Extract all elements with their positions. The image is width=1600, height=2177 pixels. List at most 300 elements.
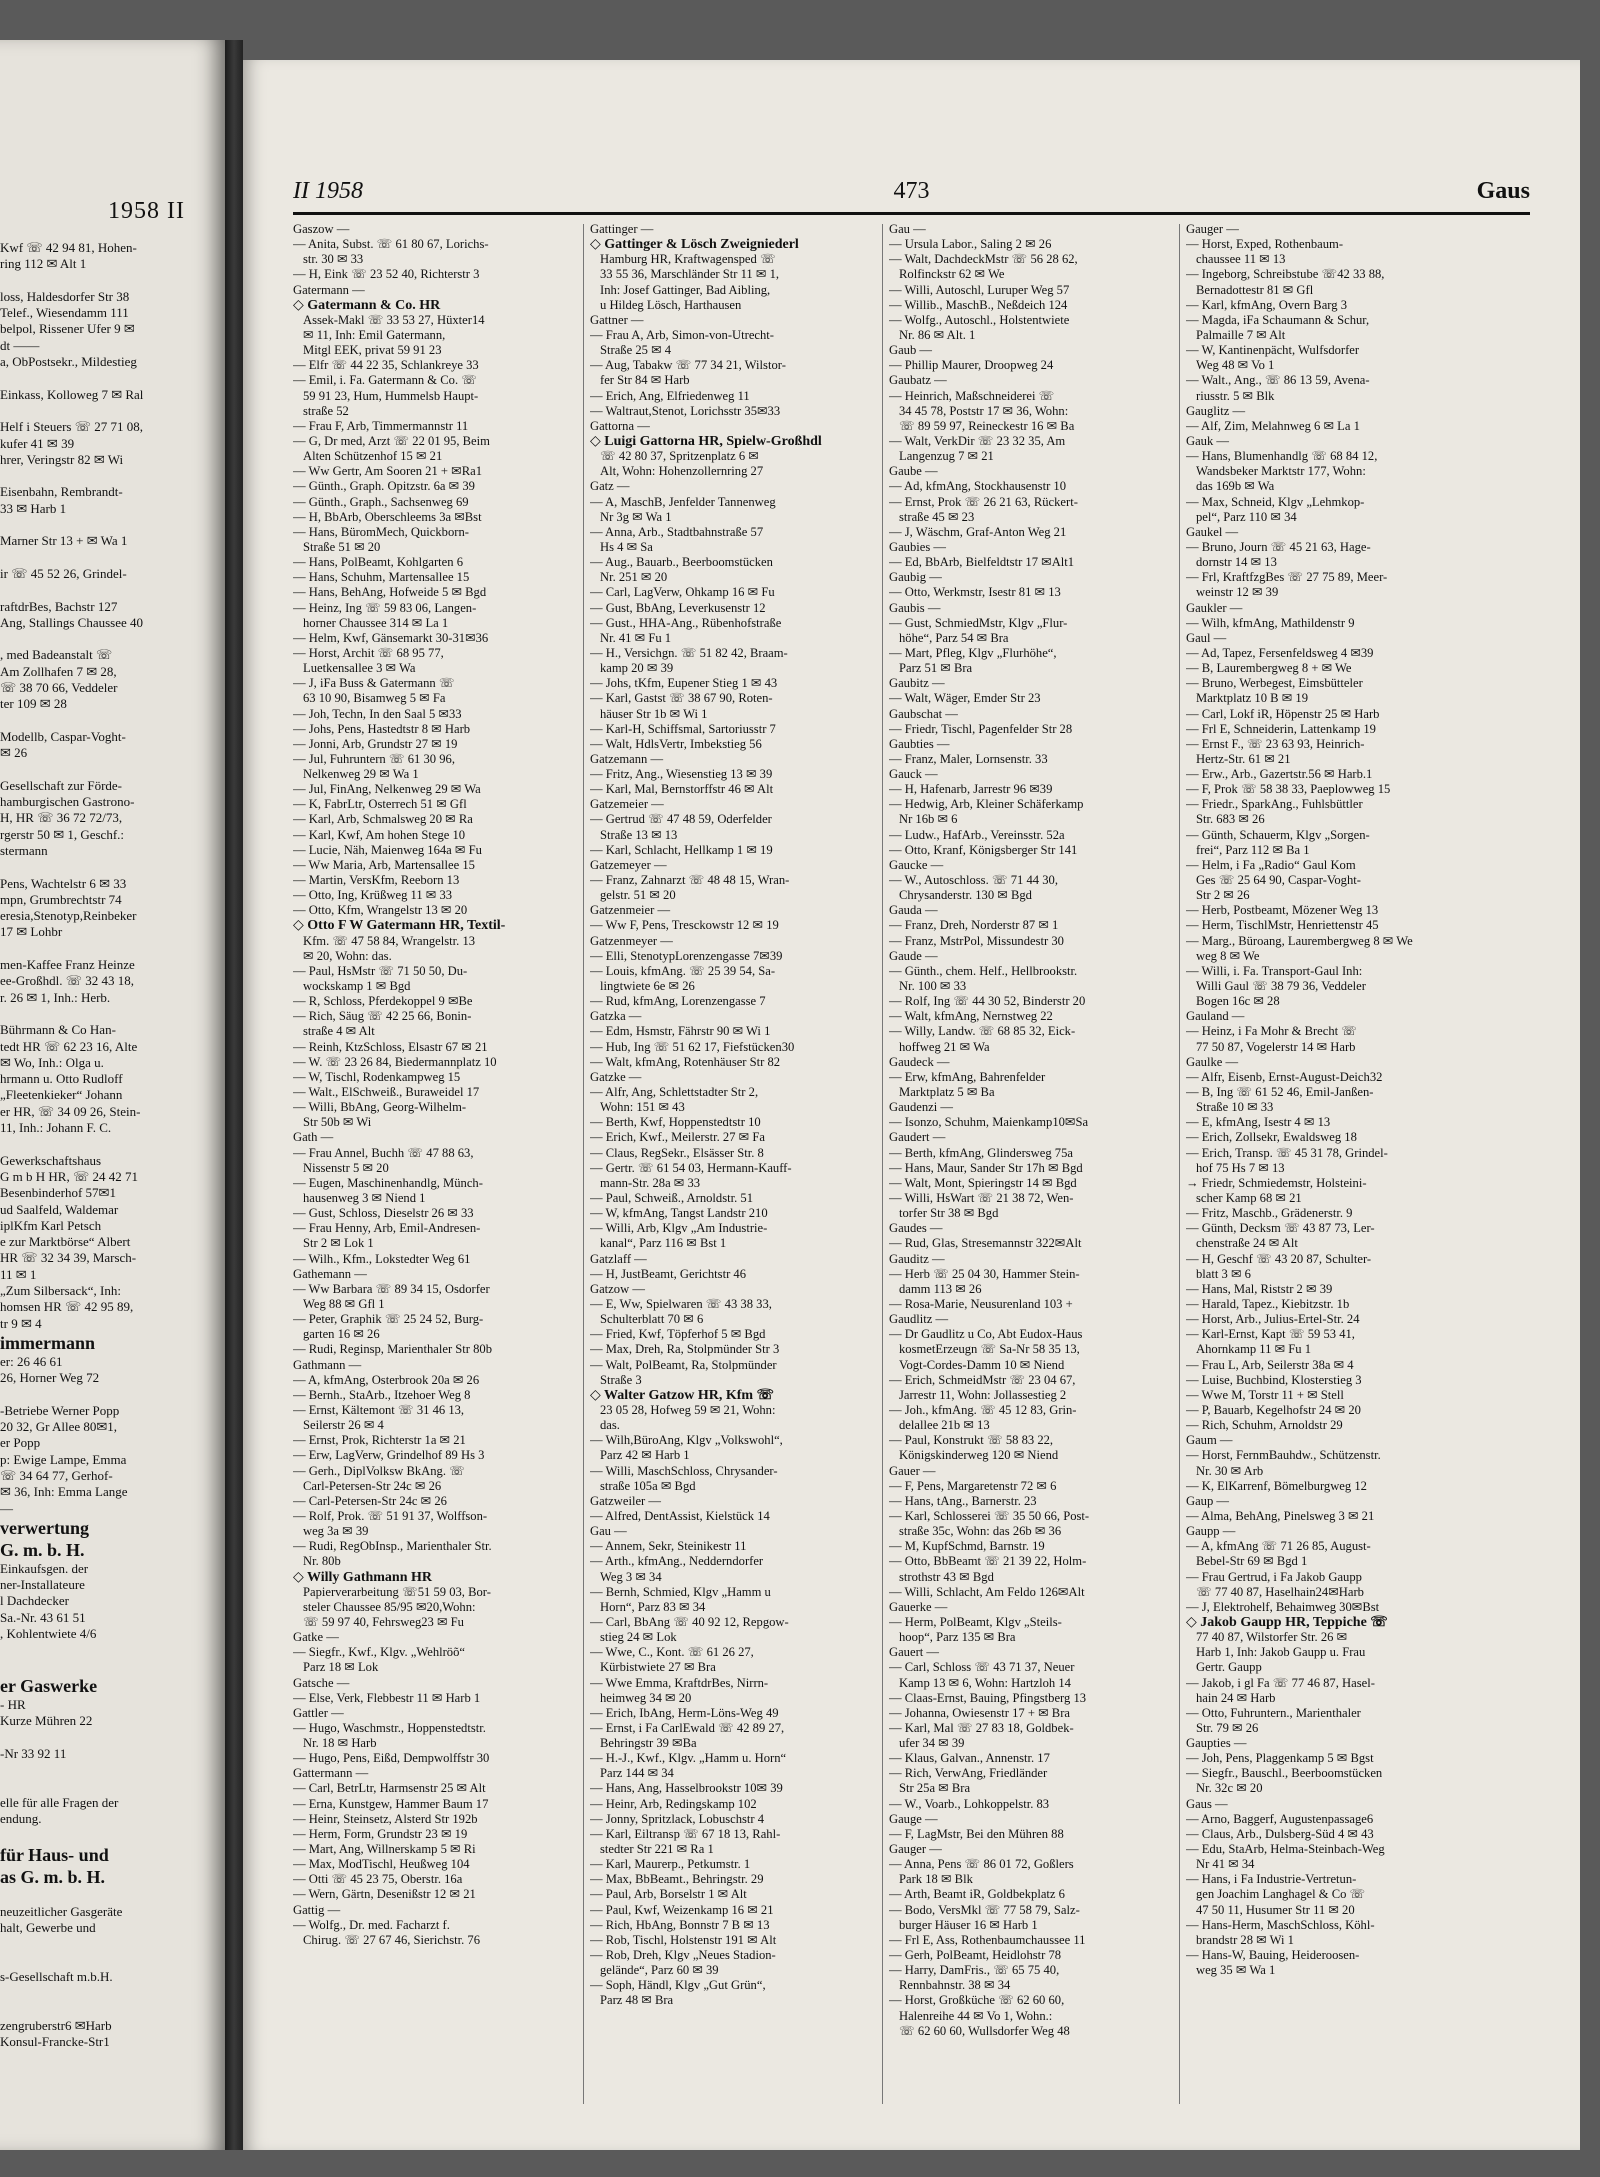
directory-entry-line: — Ernst F., ☏ 23 63 93, Heinrich- [1186,736,1365,751]
directory-entry-line: — Franz, Maler, Lornsenstr. 33 [889,751,1048,766]
directory-entry-line: — Eugen, Maschinenhandlg, Münch- [293,1175,483,1190]
directory-entry-line: — Paul, Kwf, Weizenkamp 16 ✉ 21 [590,1902,774,1917]
left-page-text [0,240,210,2051]
directory-entry-line: — Walt, HdlsVertr, Imbekstieg 56 [590,736,762,751]
left-page-line [0,713,210,729]
directory-entry-line: — P, Bauarb, Kegelhofstr 24 ✉ 20 [1186,1402,1361,1417]
directory-entry-line: Marktplatz 10 B ✉ 19 [1196,691,1308,706]
left-page-line: ✉ Wo, Inh.: Olga u. [0,1054,104,1070]
directory-entry-line: — Rudi, Reginsp, Marienthaler Str 80b [293,1342,493,1357]
directory-entry-line: Straße 3 [600,1372,642,1387]
directory-entry-line: — Friedr, Tischl, Pagenfelder Str 28 [889,721,1073,736]
left-page-line: ☏ 34 64 77, Gerhof- [0,1467,113,1483]
left-page-line [0,273,210,289]
left-page-line [0,517,210,533]
directory-entry-line: — Ww F, Pens, Tresckowstr 12 ✉ 19 [590,918,779,933]
directory-entry-line: — H., Versichgn. ☏ 51 82 42, Braam- [590,645,788,660]
directory-entry-line: — Franz, MstrPol, Missundestr 30 [889,933,1064,948]
directory-entry-line: ☏ 59 97 40, Fehrsweg23 ✉ Fu [303,1614,464,1629]
directory-entry-line: — Johs, tKfm, Eupener Stieg 1 ✉ 43 [590,676,778,691]
directory-entry-line: — Bruno, Journ ☏ 45 21 63, Hage- [1186,539,1371,554]
directory-entry-line: — Herm, PolBeamt, Klgv „Steils- [889,1614,1062,1629]
directory-entry-line: — Hugo, Waschmstr., Hoppenstedtstr. [293,1720,486,1735]
left-page-line: Modellb, Caspar-Voght- [0,728,126,744]
directory-entry-line: Gatzemann — [590,751,664,766]
directory-entry-line: — Paul, Schweiß., Arnoldstr. 51 [590,1191,754,1205]
directory-entry-line: — Erw., Arb., Gazertstr.56 ✉ Harb.1 [1186,767,1373,782]
directory-entry-line: wockskamp 1 ✉ Bgd [303,979,411,994]
directory-entry-line: — Erw, LagVerw, Grindelhof 89 Hs 3 [293,1448,485,1463]
directory-entry-line: — A, MaschB, Jenfelder Tannenweg [590,494,776,509]
directory-entry-line: — Bernh., StaArb., Itzehoer Weg 8 [293,1387,471,1402]
left-page-line [0,1730,210,1746]
directory-entry-line: — Karl-H, Schiffsmal, Sartoriusstr 7 [590,721,776,736]
directory-entry-line: — Max, Dreh, Ra, Stolpmünder Str 3 [590,1342,780,1357]
directory-entry-line: Gaubies — [889,539,947,554]
left-page-line: elle für alle Fragen der [0,1794,119,1810]
left-page-line: Einkass, Kolloweg 7 ✉ Ral [0,386,144,402]
directory-entry-line: Parz 48 ✉ Bra [600,1993,674,2008]
directory-entry-line: — Edm, Hsmstr, Fährstr 90 ✉ Wi 1 [590,1024,771,1039]
directory-entry-line: — Rud, Glas, Stresemannstr 322✉Alt [889,1236,1082,1251]
directory-entry-line: weg 35 ✉ Wa 1 [1196,1963,1276,1978]
directory-entry-line: Gattermann — [293,1766,369,1781]
directory-entry-line: — Klaus, Galvan., Annenstr. 17 [889,1751,1050,1766]
left-page-line: Konsul-Francke-Str1 [0,2034,110,2050]
directory-entry-line: — Hans, Schuhm, Martensallee 15 [293,570,470,585]
directory-entry-line: — Karl, kfmAng, Overn Barg 3 [1186,297,1348,312]
directory-column-1 [293,222,577,2112]
directory-entry-line: — H, Geschf ☏ 43 20 87, Schulter- [1186,1251,1372,1266]
directory-entry-line: ◇ Otto F W Gatermann HR, Textil- [293,918,506,934]
directory-entry-line: — Anna, Pens ☏ 86 01 72, Goßlers [889,1857,1074,1872]
directory-entry-line: — Rolf, Ing ☏ 44 30 52, Binderstr 20 [889,994,1086,1009]
directory-entry-line: Nr. 18 ✉ Harb [303,1736,377,1751]
directory-entry-line: — Ww Maria, Arb, Martensallee 15 [293,857,475,872]
left-page-line [0,403,210,419]
directory-entry-line: — W, Kantinenpächt, Wulfsdorfer [1186,343,1360,358]
directory-entry-line: — Otto, BbBeamt ☏ 21 39 22, Holm- [889,1554,1087,1569]
directory-entry-line: Nr. 251 ✉ 20 [600,570,668,585]
left-page-line: 26, Horner Weg 72 [0,1370,100,1386]
directory-entry-line: — Harald, Tapez., Kiebitzstr. 1b [1186,1296,1350,1311]
directory-entry-line: — Walt., Ang., ☏ 86 13 59, Avena- [1186,373,1370,388]
directory-entry-line: — Gust, BbAng, Leverkusenstr 12 [590,600,766,615]
directory-entry-line: Horn“, Parz 83 ✉ 34 [600,1599,706,1614]
directory-entry-line: straße 52 [303,403,349,418]
left-page-line: , Kohlentwiete 4/6 [0,1626,97,1642]
directory-entry-line: brandstr 28 ✉ Wi 1 [1196,1932,1294,1947]
directory-entry-line: Gauert — [889,1645,940,1660]
directory-entry-line: hausenweg 3 ✉ Niend 1 [303,1191,426,1205]
directory-entry-line: Gaszow — [293,222,350,236]
left-page-line [0,1778,210,1794]
directory-entry-line: kamp 20 ✉ 39 [600,661,674,676]
directory-entry-line: — Erich, SchmeidMstr ☏ 23 04 67, [889,1372,1076,1387]
left-page-line: -Betriebe Werner Popp [0,1402,120,1418]
directory-entry-line: Nr. 32c ✉ 20 [1196,1781,1263,1796]
directory-entry-line: — Gust, SchmiedMstr, Klgv „Flur- [889,615,1068,630]
directory-entry-line: ◇ Gattinger & Lösch Zweigniederl [590,237,799,253]
directory-entry-line: Gaupp — [1186,1524,1236,1539]
directory-entry-line: Vogt-Cordes-Damm 10 ✉ Niend [899,1357,1065,1372]
left-page-line: - HR [0,1696,26,1712]
left-page-line: 11 ✉ 1 [0,1266,37,1282]
directory-entry-line: u Hildeg Lösch, Harthausen [600,297,742,312]
directory-entry-line: — Karl, Schlosserei ☏ 35 50 66, Post- [889,1508,1090,1523]
column-rule [882,224,883,2104]
directory-entry-line: Straße 51 ✉ 20 [303,539,381,554]
directory-entry-line: — Rud, kfmAng, Lorenzengasse 7 [590,994,766,1009]
directory-entry-line: Assek-Makl ☏ 33 53 27, Hüxter14 [303,312,485,327]
left-page-line [0,468,210,484]
directory-entry-line: Gattig — [293,1902,341,1917]
directory-entry-line: — Erich, Kwf., Meilerstr. 27 ✉ Fa [590,1130,765,1145]
directory-entry-line: Nr 16b ✉ 6 [899,812,958,827]
directory-entry-line: — Reinh, KtzSchloss, Elsastr 67 ✉ 21 [293,1039,488,1054]
directory-entry-line: gelstr. 51 ✉ 20 [600,888,676,903]
directory-entry-line: — Rich, Schuhm, Arnoldstr 29 [1186,1418,1343,1433]
page-header [293,178,1530,215]
directory-entry-line: Gauda — [889,903,938,918]
directory-entry-line: ✉ 11, Inh: Emil Gatermann, [303,327,446,342]
directory-entry-line: — Otto, Kranf, Königsberger Str 141 [889,842,1078,857]
directory-entry-line: — Johanna, Owiesenstr 17 + ✉ Bra [889,1705,1070,1720]
directory-entry-line: Harb 1, Inh: Jakob Gaupp u. Frau [1196,1645,1366,1660]
directory-entry-line: Gaus — [1186,1796,1228,1811]
directory-entry-line: — Karl, Schlacht, Hellkamp 1 ✉ 19 [590,842,773,857]
directory-entry-line: burger Häuser 16 ✉ Harb 1 [899,1917,1038,1932]
directory-entry-line: — R, Schloss, Pferdekoppel 9 ✉Be [293,994,473,1009]
directory-entry-line: — Franz, Dreh, Norderstr 87 ✉ 1 [889,918,1059,933]
directory-entry-line: Gauger — [889,1842,942,1857]
directory-entry-line: straße 4 ✉ Alt [303,1024,375,1039]
directory-entry-line: Weg 48 ✉ Vo 1 [1196,358,1275,373]
directory-entry-line: — Helm, i Fa „Radio“ Gaul Kom [1186,857,1356,872]
left-page-line: 33 ✉ Harb 1 [0,500,67,516]
left-page-line: rgerstr 50 ✉ 1, Geschf.: [0,826,125,842]
directory-entry-line: Langenzug 7 ✉ 21 [899,449,994,464]
directory-entry-line: — Arth., kfmAng., Nedderndorfer [590,1554,764,1569]
directory-entry-line: Gaudes — [889,1221,943,1236]
directory-entry-line: Gaubatz — [889,373,947,388]
directory-entry-line: — Joh, Pens, Plaggenkamp 5 ✉ Bgst [1186,1751,1374,1766]
directory-entry-line: Jarrestr 11, Wohn: Jollassestieg 2 [899,1387,1067,1402]
left-page-line [0,941,210,957]
left-page-line: er Popp [0,1435,41,1451]
directory-entry-line: — Karl, Mal, Bernstorffstr 46 ✉ Alt [590,782,774,797]
directory-entry-line: Parz 18 ✉ Lok [303,1660,379,1675]
directory-entry-line: — Ww Gertr, Am Sooren 21 + ✉Ra1 [293,464,483,479]
page-number: 473 [893,178,930,204]
directory-entry-line: — Claus, Arb., Dulsberg-Süd 4 ✉ 43 [1186,1826,1374,1841]
directory-entry-line: — Paul, Konstrukt ☏ 58 83 22, [889,1433,1054,1448]
directory-entry-line: Gaubig — [889,570,942,585]
directory-entry-line: — Karl, Maurerp., Petkumstr. 1 [590,1857,751,1872]
left-page-line: eresia,Stenotyp,Reinbeker [0,908,137,924]
directory-entry-line: — Mart, Ang, Willnerskamp 5 ✉ Ri [293,1842,476,1857]
directory-entry-line: — Jonni, Arb, Grundstr 27 ✉ 19 [293,736,458,751]
directory-entry-line: — Max, BbBeamt., Behringstr. 29 [590,1872,764,1887]
directory-entry-line: Parz 144 ✉ 34 [600,1766,674,1781]
directory-entry-line: Str 2 ✉ Lok 1 [303,1236,374,1251]
directory-entry-line: Gaup — [1186,1493,1230,1508]
directory-entry-line: — Frau Annel, Buchh ☏ 47 88 63, [293,1145,474,1160]
directory-entry-line: — Otto, Werkmstr, Isestr 81 ✉ 13 [889,585,1061,600]
directory-entry-line: Gaudert — [889,1130,946,1145]
left-page-line: endung. [0,1811,42,1827]
directory-entry-line: — Jul, FinAng, Nelkenweg 29 ✉ Wa [293,782,481,797]
directory-entry-line: delallee 21b ✉ 13 [899,1418,990,1433]
directory-entry-line: Kürbistwiete 27 ✉ Bra [600,1660,716,1675]
directory-entry-line: — Rob, Dreh, Klgv „Neues Stadion- [590,1948,776,1963]
directory-entry-line: — Rich, VerwAng, Friedländer [889,1766,1048,1781]
directory-entry-line: — Anita, Subst. ☏ 61 80 67, Lorichs- [293,237,489,252]
directory-entry-line: Behringstr 39 ✉Ba [600,1736,697,1751]
directory-entry-line: fer Str 84 ✉ Harb [600,373,690,388]
directory-entry-line: 33 55 36, Marschländer Str 11 ✉ 1, [600,267,780,282]
left-page-line: tedt HR ☏ 62 23 16, Alte [0,1038,138,1054]
directory-entry-line: — W. ☏ 23 26 84, Biedermannplatz 10 [293,1054,497,1069]
directory-entry-line: Str. 683 ✉ 26 [1196,812,1265,827]
directory-entry-line: — Walt, Wäger, Emder Str 23 [889,691,1041,706]
left-page-line: „Fleetenkieker“ Johann [0,1087,123,1103]
directory-entry-line: Wandsbeker Marktstr 177, Wohn: [1196,464,1366,479]
directory-entry-line: Ges ☏ 25 64 90, Caspar-Voght- [1196,873,1361,888]
left-page-line [0,370,210,386]
right-page [243,60,1580,2150]
directory-entry-line: Nr. 80b [303,1554,341,1569]
directory-entry-line: — Berth, Kwf, Hoppenstedtstr 10 [590,1115,761,1130]
directory-entry-line: — Wern, Gärtn, Desenißstr 12 ✉ 21 [293,1887,476,1902]
directory-entry-line: — Franz, Zahnarzt ☏ 48 48 15, Wran- [590,873,790,888]
directory-entry-line: ☏ 62 60 60, Wullsdorfer Weg 48 [899,2023,1070,2038]
page-header-year: II 1958 [293,178,363,204]
directory-entry-line: — Horst, Arb., Julius-Ertel-Str. 24 [1186,1312,1360,1327]
directory-entry-line: — Heinrich, Maßschneiderei ☏ [889,388,1055,403]
directory-entry-line: → Friedr, Schmiedemstr, Holsteini- [1186,1175,1367,1190]
directory-entry-line: Parz 51 ✉ Bra [899,661,973,676]
left-page-line: G. m. b. H. [0,1539,85,1560]
left-page-line: Bührmann & Co Han- [0,1022,116,1038]
directory-entry-line: Gaude — [889,948,938,963]
left-page-line: ring 112 ✉ Alt 1 [0,256,87,272]
directory-entry-line: Hertz-Str. 61 ✉ 21 [1196,751,1291,766]
directory-entry-line: — Arth, Beamt iR, Goldbekplatz 6 [889,1887,1065,1902]
directory-entry-line: — Carl, LagVerw, Ohkamp 16 ✉ Fu [590,585,775,600]
left-page-line: neuzeitlicher Gasgeräte [0,1903,123,1919]
directory-entry-line: — Louis, kfmAng. ☏ 25 39 54, Sa- [590,963,776,978]
directory-entry-line: Nr. 41 ✉ Fu 1 [600,630,672,645]
column-rule [1179,224,1180,2104]
directory-entry-line: Park 18 ✉ Blk [899,1872,973,1887]
left-page-line: men-Kaffee Franz Heinze [0,957,135,973]
directory-entry-line: — Hans, tAng., Barnerstr. 23 [889,1493,1037,1508]
directory-entry-line: — Bernh, Schmied, Klgv „Hamm u [590,1584,771,1599]
directory-entry-line: — Ww Barbara ☏ 89 34 15, Osdorfer [293,1281,490,1296]
directory-entry-line: — Erna, Kunstgew, Hammer Baum 17 [293,1796,489,1811]
directory-entry-line: — Fritz, Maschb., Grädenerstr. 9 [1186,1206,1353,1221]
directory-entry-line: Gau — [590,1524,627,1539]
directory-entry-line: steler Chaussee 85/95 ✉20,Wohn: [303,1599,476,1614]
left-page-line [0,1659,210,1675]
directory-entry-line: — H, BbArb, Oberschleems 3a ✉Bst [293,509,482,524]
directory-entry-line: — Herm, TischlMstr, Henriettenstr 45 [1186,918,1379,933]
left-page-line: Am Zollhafen 7 ✉ 28, [0,663,117,679]
book-gutter [225,40,243,2150]
left-page-line: Telef., Wiesendamm 111 [0,305,129,321]
directory-entry-line: — Otto, Ing, Krüßweg 11 ✉ 33 [293,888,453,903]
directory-entry-line: — Carl, BbAng ☏ 40 92 12, Repgow- [590,1614,789,1629]
directory-entry-line: 77 40 87, Wilstorfer Str. 26 ✉ [1196,1630,1348,1645]
left-page-line: Eisenbahn, Rembrandt- [0,484,123,500]
directory-entry-line: dornstr 14 ✉ 13 [1196,555,1277,570]
directory-entry-line: — Willi, i. Fa. Transport-Gaul Inh: [1186,963,1363,978]
directory-entry-line: — Karl-Ernst, Kapt ☏ 59 53 41, [1186,1327,1355,1342]
directory-entry-line: — W, Tischl, Rodenkampweg 15 [293,1069,461,1084]
directory-entry-line: Gattner — [590,312,644,327]
directory-entry-line: Mitgl EEK, privat 59 91 23 [303,343,442,358]
directory-entry-line: — Ludw., HafArb., Vereinsstr. 52a [889,827,1065,842]
directory-entry-line: Gauer — [889,1463,936,1478]
directory-entry-line: Gaul — [1186,630,1227,645]
directory-entry-line: — Max, ModTischl, Heußweg 104 [293,1857,470,1872]
directory-entry-line: — Hans, Maur, Sander Str 17h ✉ Bgd [889,1160,1083,1175]
directory-entry-line: — Anna, Arb., Stadtbahnstraße 57 [590,524,764,539]
directory-entry-line: Halenreihe 44 ✉ Vo 1, Wohn.: [899,2008,1053,2023]
left-page-line: as G. m. b. H. [0,1866,106,1887]
directory-entry-line: heimweg 34 ✉ 20 [600,1690,692,1705]
directory-entry-line: — Walt, VerkDir ☏ 23 32 35, Am [889,433,1066,448]
directory-entry-line: — M, KupfSchmd, Barnstr. 19 [889,1539,1045,1554]
directory-entry-line: — H, JustBeamt, Gerichtstr 46 [590,1266,747,1281]
directory-entry-line: — Frl, KraftfzgBes ☏ 27 75 89, Meer- [1186,570,1388,585]
directory-entry-line: — H.-J., Kwf., Klgv. „Hamm u. Horn“ [590,1751,787,1766]
directory-entry-line: — Alma, BehAng, Pinelsweg 3 ✉ 21 [1186,1508,1375,1523]
directory-entry-line: — Dr Gaudlitz u Co, Abt Eudox-Haus [889,1327,1083,1342]
directory-entry-line: — Carl, Lokf iR, Höpenstr 25 ✉ Harb [1186,706,1380,721]
directory-entry-line: — Jonny, Spritzlack, Lobuschstr 4 [590,1811,765,1826]
directory-entry-line: — Horst, Archit ☏ 68 95 77, [293,645,444,660]
directory-entry-line: — Aug., Bauarb., Beerboomstücken [590,555,773,570]
directory-entry-line: — Ad, Tapez, Fersenfeldsweg 4 ✉39 [1186,645,1374,660]
directory-entry-line: — Ingeborg, Schreibstube ☏42 33 88, [1186,267,1385,282]
directory-entry-line: Nr 41 ✉ 34 [1196,1857,1255,1872]
directory-entry-line: häuser Str 1b ✉ Wi 1 [600,706,708,721]
directory-entry-line: Papierverarbeitung ☏51 59 03, Bor- [303,1584,491,1599]
directory-entry-line: — H, Hafenarb, Jarrestr 96 ✉39 [889,782,1053,797]
left-page-line: verwertung [0,1517,89,1538]
directory-entry-line: — Elli, StenotypLorenzengasse 7✉39 [590,948,783,963]
directory-entry-line: Gaub — [889,343,933,358]
directory-entry-line: Gathmann — [293,1357,362,1372]
directory-entry-line: stedter Str 221 ✉ Ra 1 [600,1842,714,1857]
directory-entry-line: — Heinr, Steinsetz, Alsterd Str 192b [293,1811,478,1826]
directory-entry-line: — Alf, Zim, Melahnweg 6 ✉ La 1 [1186,418,1360,433]
left-page-header: 1958 II [108,198,185,224]
left-page-line: raftdrBes, Bachstr 127 [0,598,118,614]
left-page-line: Kwf ☏ 42 94 81, Hohen- [0,240,137,255]
directory-entry-line: Rolfinckstr 62 ✉ We [899,267,1005,282]
left-page-line: er Gaswerke [0,1675,98,1696]
left-page-line: tr 9 ✉ 4 [0,1315,42,1331]
directory-entry-line: — Jakob, i gl Fa ☏ 77 46 87, Hasel- [1186,1675,1375,1690]
left-page-line: Sa.-Nr. 43 61 51 [0,1609,86,1625]
directory-entry-line: — Gust, Schloss, Dieselstr 26 ✉ 33 [293,1206,474,1221]
directory-entry-line: Marktplatz 5 ✉ Ba [899,1085,995,1100]
left-page-line: hrer, Veringstr 82 ✉ Wi [0,451,124,467]
left-page-line: Marner Str 13 + ✉ Wa 1 [0,533,128,549]
directory-columns [293,222,1478,2112]
directory-entry-line: Gauglitz — [1186,403,1246,418]
directory-entry-line: lingtwiete 6e ✉ 26 [600,979,695,994]
directory-entry-line: strothstr 43 ✉ Bgd [899,1569,994,1584]
left-page-line: hamburgischen Gastrono- [0,794,135,810]
directory-entry-line: Gaum — [1186,1433,1233,1448]
directory-entry-line: — A, kfmAng ☏ 71 26 85, August- [1186,1539,1371,1554]
directory-entry-line: — Günth, Schauerm, Klgv „Sorgen- [1186,827,1370,842]
directory-entry-line: — Wwe M, Torstr 11 + ✉ Stell [1186,1387,1344,1402]
directory-entry-line: — Günth, Decksm ☏ 43 87 73, Ler- [1186,1221,1375,1236]
directory-entry-line: — Isonzo, Schuhm, Maienkamp10✉Sa [889,1115,1089,1130]
directory-entry-line: Gatzow — [590,1281,645,1296]
left-page-line: e zur Marktbörse“ Albert [0,1234,131,1250]
directory-entry-line: — K, ElKarrenf, Bömelburgweg 12 [1186,1478,1367,1493]
directory-entry-line: — K, FabrLtr, Osterrech 51 ✉ Gfl [293,797,467,812]
directory-entry-line: — Ernst, Prok, Richterstr 1a ✉ 21 [293,1433,466,1448]
left-page-line: belpol, Rissener Ufer 9 ✉ [0,321,135,337]
directory-entry-line: Gatzemeier — [590,797,664,812]
directory-entry-line: Gaudlitz — [889,1312,949,1327]
left-page-line: iplKfm Karl Petsch [0,1217,102,1233]
directory-entry-line: chaussee 11 ✉ 13 [1196,252,1286,267]
directory-entry-line: — Erich, IbAng, Herm-Löns-Weg 49 [590,1705,779,1720]
left-page-line: ter 109 ✉ 28 [0,696,67,712]
directory-entry-line: damm 113 ✉ 26 [899,1281,982,1296]
directory-entry-line: höhe“, Parz 54 ✉ Bra [899,630,1009,645]
directory-entry-line: Weg 88 ✉ Gfl 1 [303,1296,385,1311]
directory-entry-line: — Rosa-Marie, Neusurenland 103 + [889,1296,1073,1311]
directory-entry-line: — Paul, Arb, Borselstr 1 ✉ Alt [590,1887,747,1902]
directory-entry-line: 63 10 90, Bisamweg 5 ✉ Fa [303,691,446,706]
directory-entry-line: Gathemann — [293,1266,367,1281]
directory-entry-line: Bernadottestr 81 ✉ Gfl [1196,282,1314,297]
directory-entry-line: Gaucke — [889,857,944,872]
directory-entry-line: — Joh, Techn, In den Saal 5 ✉33 [293,706,462,721]
directory-entry-line: — Willy, Landw. ☏ 68 85 32, Eick- [889,1024,1076,1039]
directory-entry-line: — Erich, Zollsekr, Ewaldsweg 18 [1186,1130,1357,1145]
directory-entry-line: — E, kfmAng, Isestr 4 ✉ 13 [1186,1115,1331,1130]
left-page-line: 11, Inh.: Johann F. C. [0,1120,112,1136]
left-page-line: homsen HR ☏ 42 95 89, [0,1299,134,1315]
directory-entry-line: — Alfr, Ang, Schlettstadter Str 2, [590,1085,759,1100]
directory-entry-line: — Paul, HsMstr ☏ 71 50 50, Du- [293,963,468,978]
directory-entry-line: — F, LagMstr, Bei den Mühren 88 [889,1826,1064,1841]
directory-entry-line: Gatzke — [590,1069,642,1084]
directory-entry-line: — Hans, i Fa Industrie-Vertretun- [1186,1872,1357,1887]
left-page-line: Pens, Wachtelstr 6 ✉ 33 [0,875,127,891]
left-page-line: Helf i Steuers ☏ 27 71 08, [0,419,143,435]
directory-entry-line: — Joh., kfmAng. ☏ 45 12 83, Grin- [889,1402,1077,1417]
directory-entry-line: — Lucie, Näh, Maienweg 164a ✉ Fu [293,842,482,857]
directory-entry-line: Gatzemeyer — [590,857,667,872]
directory-entry-line: straße 105a ✉ Bgd [600,1478,696,1493]
directory-entry-line: — Heinz, Ing ☏ 59 83 06, Langen- [293,600,477,615]
directory-entry-line: — Gust., HHA-Ang., Rübenhofstraße [590,615,782,630]
directory-entry-line: Kamp 13 ✉ 6, Wohn: Hartzloh 14 [899,1675,1071,1690]
left-page-line [0,1888,210,1904]
directory-entry-line: — Rich, HbAng, Bonnstr 7 B ✉ 13 [590,1917,770,1932]
